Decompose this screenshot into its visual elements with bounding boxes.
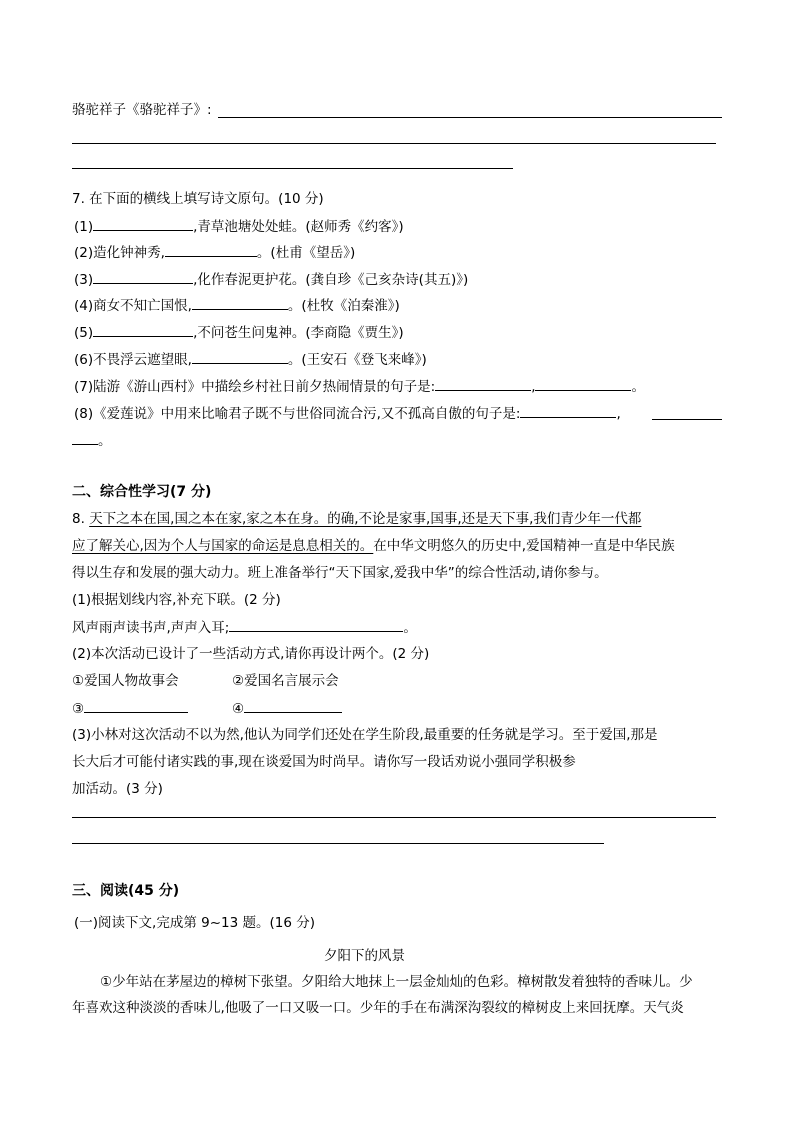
- sub-question: (3)小林对这次活动不以为然,他认为同学们还处在学生阶段,最重要的任务就是学习。至于爱国,那是: [72, 727, 658, 743]
- activity-num: ③: [72, 701, 85, 717]
- item-text: 。: [631, 379, 645, 395]
- fill-blank[interactable]: [72, 431, 98, 445]
- q7-item: [74, 243, 355, 262]
- item-num: (7): [74, 379, 94, 395]
- fill-blank[interactable]: [244, 699, 342, 713]
- q8-line: [72, 537, 675, 555]
- fill-blank[interactable]: [93, 323, 193, 337]
- answer-line[interactable]: [72, 817, 716, 818]
- fill-blank[interactable]: [93, 217, 193, 231]
- article-paragraph: 年喜欢这种淡淡的香味儿,他吸了一口又吸一口。少年的手在布满深沟裂纹的樟树皮上来回抚摩。天气炎: [72, 1000, 684, 1016]
- fill-blank[interactable]: [520, 404, 616, 418]
- fill-blank[interactable]: [192, 296, 288, 310]
- activity-num: ④: [232, 701, 245, 717]
- item-num: (6): [74, 352, 94, 368]
- q7-item: [74, 323, 404, 342]
- q7-item-end: [72, 431, 112, 450]
- item-text: 造化钟神秀,: [93, 245, 165, 261]
- underlined-text: 天下之本在国,国之本在家,家之本在身。的确,不论是家事,国事,还是天下事,我们青少年一代都: [89, 511, 642, 527]
- item-text: 。(王安石《登飞来峰》): [287, 352, 427, 368]
- section-heading: 三、阅读(45 分): [72, 883, 180, 899]
- item-text: 不畏浮云遮望眼,: [93, 352, 192, 368]
- q7-item: [74, 350, 427, 369]
- item-num: (4): [74, 298, 94, 314]
- section-heading: 二、综合性学习(7 分): [72, 484, 212, 500]
- couplet-line: [72, 618, 417, 637]
- article-title: 夕阳下的风景: [324, 948, 405, 964]
- item-text: 。(杜甫《望岳》): [256, 245, 356, 261]
- fill-blank[interactable]: [435, 377, 531, 391]
- activity-item: ①爱国人物故事会: [72, 673, 179, 689]
- q7-item: [74, 404, 621, 423]
- sub-question: (2)本次活动已设计了一些活动方式,请你再设计两个。(2 分): [72, 646, 430, 662]
- q8-line: 得以生存和发展的强大动力。班上准备举行“天下国家,爱我中华”的综合性活动,请你参与。: [72, 565, 608, 581]
- fill-blank[interactable]: [192, 350, 288, 364]
- sub-question: (1)根据划线内容,补充下联。(2 分): [72, 592, 281, 608]
- item-num: (1): [74, 219, 94, 235]
- item-num: (5): [74, 325, 94, 341]
- q7-item: [74, 377, 645, 396]
- answer-line[interactable]: [218, 117, 722, 118]
- q8-line: [72, 510, 641, 528]
- fill-blank[interactable]: [165, 243, 257, 257]
- item-text: ,: [616, 406, 621, 422]
- fill-blank[interactable]: [535, 377, 631, 391]
- luotuo-label: 骆驼祥子《骆驼祥子》:: [72, 102, 212, 118]
- q7-item: [74, 217, 404, 236]
- sub-question: 长大后才可能付诸实践的事,现在谈爱国为时尚早。请你写一段话劝说小强同学积极参: [72, 754, 576, 770]
- q8-text: 在中华文明悠久的历史中,爱国精神一直是中华民族: [373, 538, 675, 554]
- fill-blank[interactable]: [93, 270, 193, 284]
- q7-item: [74, 270, 468, 289]
- article-paragraph: ①少年站在茅屋边的樟树下张望。夕阳给大地抹上一层金灿灿的色彩。樟树散发着独特的香味儿。少: [100, 974, 693, 990]
- item-text: 陆游《游山西村》中描绘乡村社日前夕热闹情景的句子是:: [93, 379, 436, 395]
- q7-title: 7. 在下面的横线上填写诗文原句。(10 分): [72, 191, 324, 207]
- fill-blank[interactable]: [229, 618, 403, 632]
- item-text: ,: [531, 379, 536, 395]
- reading-instruction: (一)阅读下文,完成第 9~13 题。(16 分): [74, 915, 315, 931]
- item-text: 。(杜牧《泊秦淮》): [287, 298, 400, 314]
- q7-item: [74, 296, 400, 315]
- item-text: 。: [98, 433, 112, 449]
- couplet-end: 。: [403, 620, 417, 636]
- answer-line[interactable]: [72, 843, 604, 844]
- underlined-text: 应了解关心,因为个人与国家的命运是息息相关的。: [72, 538, 374, 554]
- activity-item: ②爱国名言展示会: [232, 673, 339, 689]
- item-text: ,不问苍生问鬼神。(李商隐《贾生》): [193, 325, 404, 341]
- fill-blank[interactable]: [652, 419, 722, 420]
- item-num: (3): [74, 272, 94, 288]
- item-text: 商女不知亡国恨,: [93, 298, 192, 314]
- answer-line[interactable]: [72, 168, 513, 169]
- item-text: ,化作春泥更护花。(龚自珍《己亥杂诗(其五)》): [193, 272, 469, 288]
- answer-line[interactable]: [72, 143, 716, 144]
- item-text: ,青草池塘处处蛙。(赵师秀《约客》): [193, 219, 404, 235]
- activity-item: [72, 699, 188, 718]
- item-num: (2): [74, 245, 94, 261]
- sub-question: 加活动。(3 分): [72, 781, 163, 797]
- item-text: 《爱莲说》中用来比喻君子既不与世俗同流合污,又不孤高自傲的句子是:: [93, 406, 521, 422]
- activity-item: [232, 699, 342, 718]
- q8-num: 8.: [72, 511, 85, 527]
- couplet-text: 风声雨声读书声,声声入耳;: [72, 620, 230, 636]
- fill-blank[interactable]: [84, 699, 188, 713]
- item-num: (8): [74, 406, 94, 422]
